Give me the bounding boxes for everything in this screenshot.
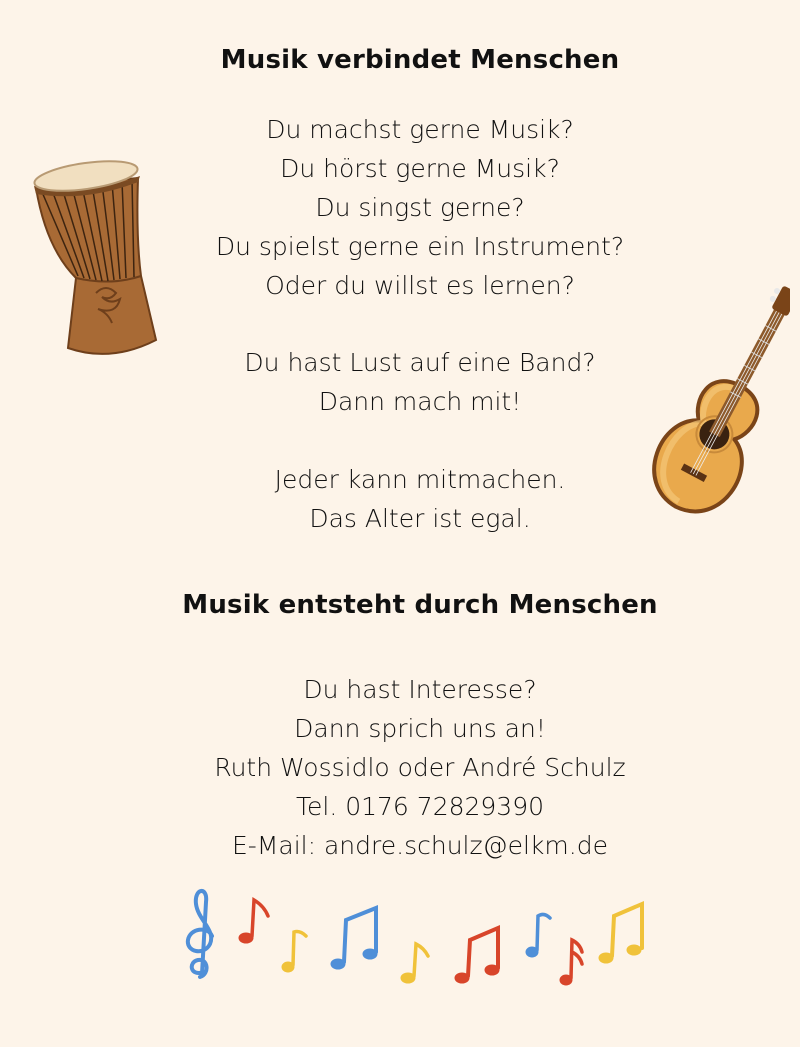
djembe-drum-icon bbox=[26, 158, 166, 358]
guitar-icon bbox=[630, 282, 790, 532]
contact-names: Ruth Wossidlo oder André Schulz bbox=[214, 753, 626, 782]
music-notes-icon bbox=[180, 882, 660, 992]
contact-phone: Tel. 0176 72829390 bbox=[295, 792, 545, 821]
text-line: Du hast Interesse? bbox=[303, 675, 537, 704]
text-line: Das Alter ist egal. bbox=[309, 504, 531, 533]
text-line: Oder du willst es lernen? bbox=[265, 271, 575, 300]
text-line: Jeder kann mitmachen. bbox=[274, 465, 566, 494]
contact-email: E-Mail: andre.schulz@elkm.de bbox=[232, 831, 608, 860]
text-line: Du hast Lust auf eine Band? bbox=[244, 348, 596, 377]
text-line: Du machst gerne Musik? bbox=[266, 115, 574, 144]
text-line: Du spielst gerne ein Instrument? bbox=[215, 232, 625, 261]
section-title-create: Musik entsteht durch Menschen bbox=[182, 590, 658, 620]
text-line: Dann sprich uns an! bbox=[294, 714, 546, 743]
text-line: Dann mach mit! bbox=[318, 387, 522, 416]
contact-info bbox=[0, 670, 800, 865]
text-line: Du singst gerne? bbox=[315, 193, 525, 222]
text-line: Du hörst gerne Musik? bbox=[280, 154, 560, 183]
section-title-connect: Musik verbindet Menschen bbox=[220, 45, 620, 75]
